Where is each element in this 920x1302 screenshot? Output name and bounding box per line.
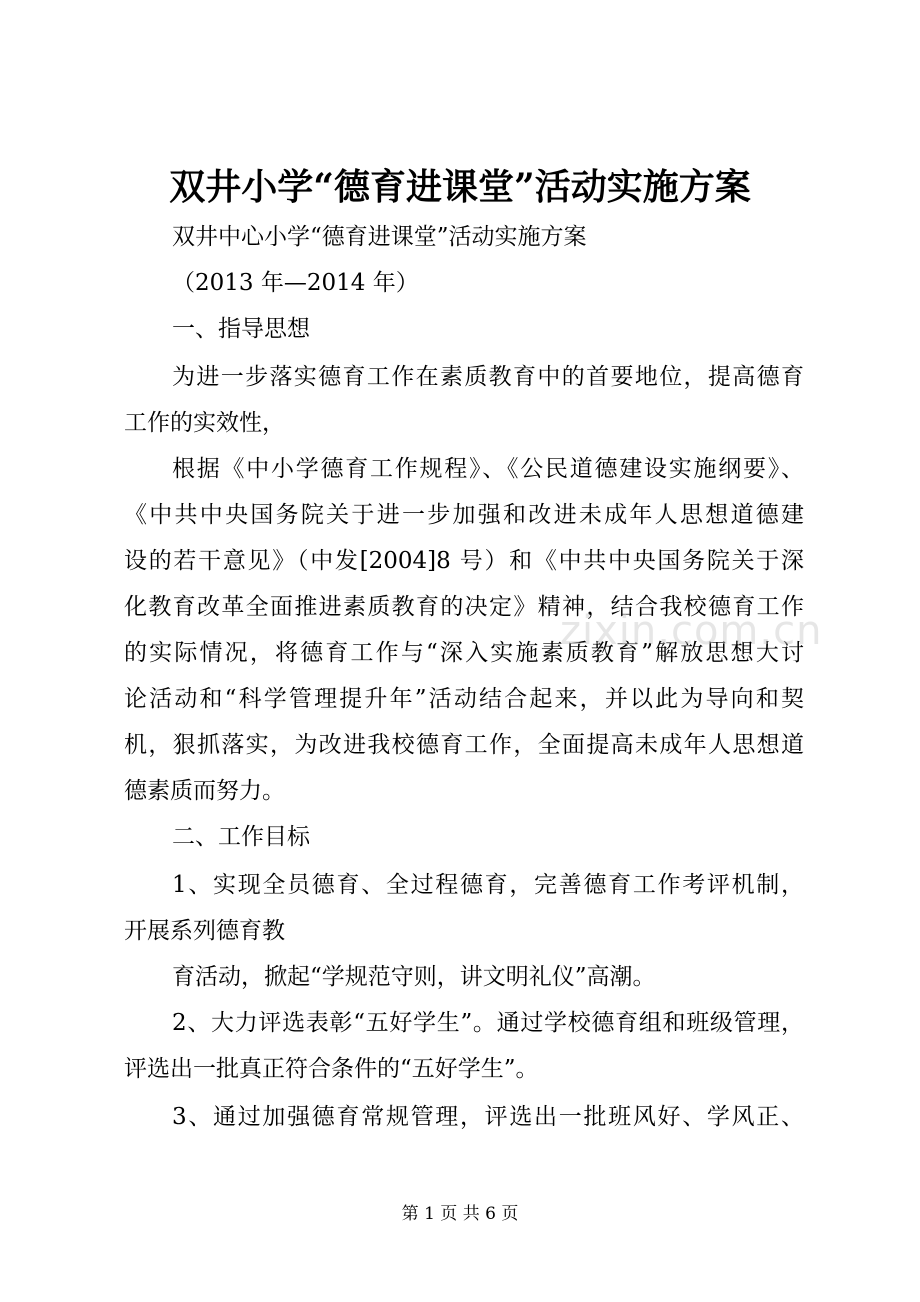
subtitle: 双井中心小学“德育进课堂”活动实施方案 (172, 224, 587, 250)
paragraph-line: 评选出一批真正符合条件的“五好学生”。 (124, 1056, 539, 1082)
paragraph-line: 1、实现全员德育、全过程德育，完善德育工作考评机制， (172, 872, 804, 898)
paragraph-line: 工作的实效性， (124, 410, 285, 436)
year-range: （2013 年—2014 年） (172, 270, 419, 296)
paragraph-line: 2、大力评选表彰“五好学生”。通过学校德育组和班级管理， (172, 1010, 804, 1036)
page-footer: 第 1 页 共 6 页 (401, 1204, 519, 1224)
paragraph-line: 机，狠抓落实，为改进我校德育工作，全面提高未成年人思想道 (124, 732, 804, 758)
paragraph-line: 论活动和“科学管理提升年”活动结合起来，并以此为导向和契 (124, 686, 804, 712)
paragraph-line: 的实际情况，将德育工作与“深入实施素质教育”解放思想大讨 (124, 640, 804, 666)
paragraph-line: 德素质而努力。 (124, 778, 285, 804)
paragraph-line: 化教育改革全面推进素质教育的决定》精神，结合我校德育工作 (124, 594, 804, 620)
watermark: zixin.com.cn (560, 608, 823, 654)
paragraph-line: 育活动，掀起“学规范守则，讲文明礼仪”高潮。 (172, 964, 656, 990)
paragraph-line: 为进一步落实德育工作在素质教育中的首要地位，提高德育 (172, 364, 804, 390)
paragraph-line: 《中共中央国务院关于进一步加强和改进未成年人思想道德建 (124, 502, 804, 528)
section-heading-work-goals: 二、工作目标 (172, 824, 310, 850)
paragraph-line: 开展系列德育教 (124, 918, 285, 944)
section-heading-guiding-ideology: 一、指导思想 (172, 316, 310, 342)
paragraph-line: 设的若干意见》（中发[2004]8 号）和《中共中央国务院关于深 (124, 548, 804, 574)
document-title: 双井小学“德育进课堂”活动实施方案 (169, 166, 751, 208)
paragraph-line: 根据《中小学德育工作规程》、《公民道德建设实施纲要》、 (172, 456, 804, 482)
paragraph-line: 3、通过加强德育常规管理，评选出一批班风好、学风正、 (172, 1104, 804, 1130)
